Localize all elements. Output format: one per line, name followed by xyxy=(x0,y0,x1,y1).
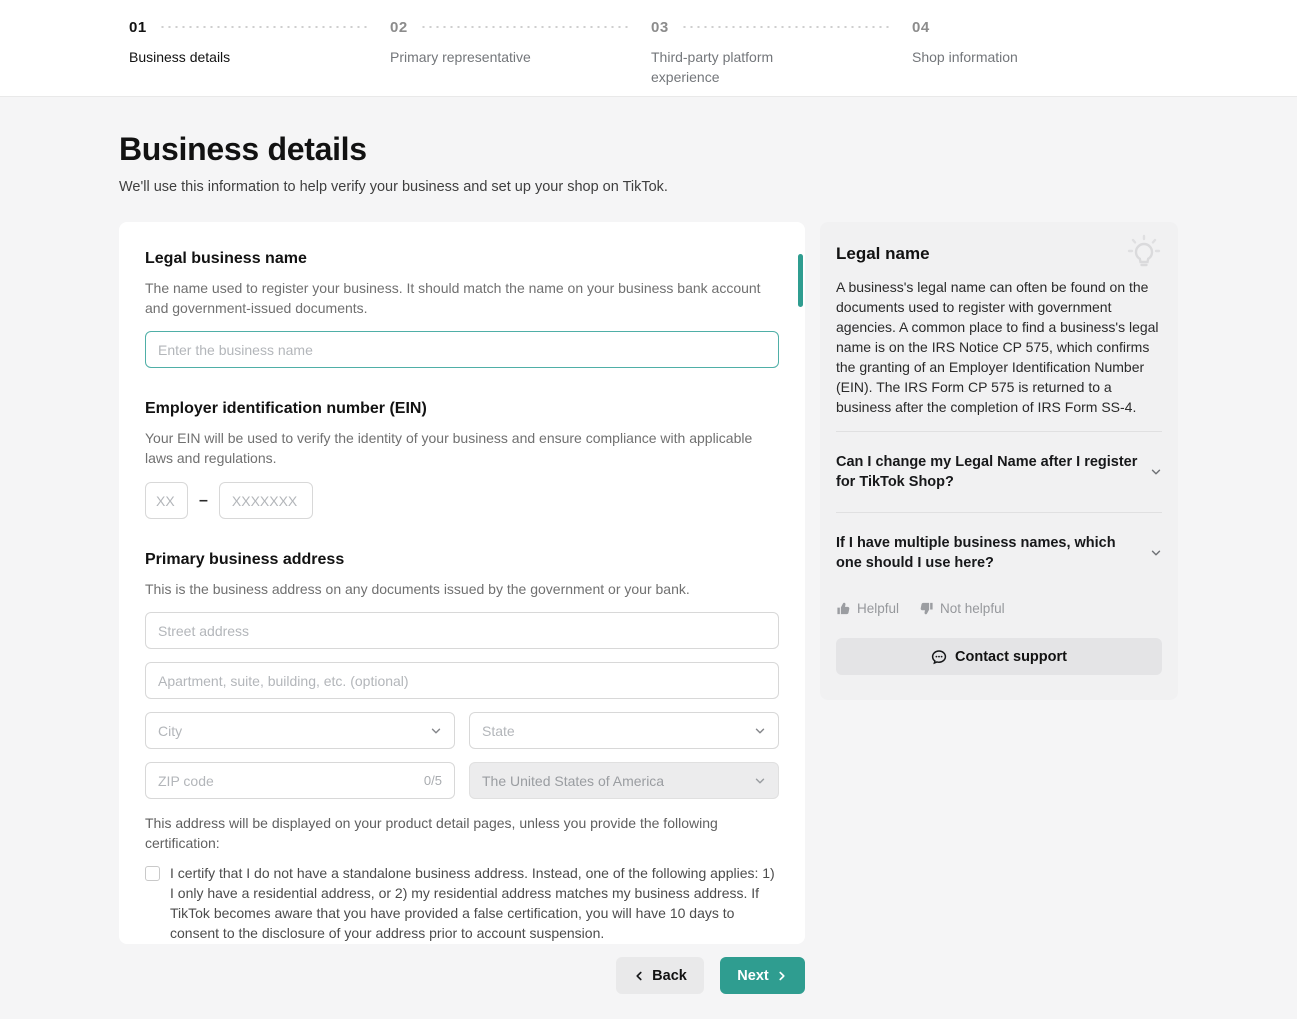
address-display-note: This address will be displayed on your product detail pages, unless you provide the following certification: xyxy=(145,815,718,851)
certification-text: I certify that I do not have a standalone business address. Instead, one of the following applies: 1) I only have a residential address, or 2) my residential address matches my business address. If TikTok becomes aware that you have provided a false certification, you will have 10 days to consent to the disclosure of your address prior to account suspension. xyxy=(170,865,775,941)
feedback-row xyxy=(836,601,1162,616)
ein-section xyxy=(145,398,779,519)
chevron-down-icon xyxy=(1150,466,1162,478)
faq-change-legal-name[interactable] xyxy=(836,446,1162,498)
chevron-down-icon xyxy=(754,775,766,787)
step-number: 04 xyxy=(912,18,930,36)
legal-business-name-label: Legal business name xyxy=(145,250,307,267)
country-select-value: The United States of America xyxy=(482,772,665,789)
help-panel-title: Legal name xyxy=(836,244,930,263)
next-button-label: Next xyxy=(737,967,769,984)
card-scrollbar-thumb[interactable] xyxy=(798,254,803,307)
faq-question: Can I change my Legal Name after I register for TikTok Shop? xyxy=(836,454,1138,490)
thumbs-up-icon xyxy=(836,601,851,616)
step-connector-dots xyxy=(420,26,629,28)
chevron-down-icon xyxy=(430,725,442,737)
step-label: Shop information xyxy=(912,49,1018,65)
state-select[interactable] xyxy=(469,712,779,749)
lightbulb-icon xyxy=(1122,232,1166,276)
step-label: Business details xyxy=(129,49,231,65)
certification-checkbox[interactable] xyxy=(145,866,160,881)
step-label: Third-party platform experience xyxy=(651,49,774,85)
step-label: Primary representative xyxy=(390,49,531,65)
not-helpful-label: Not helpful xyxy=(940,601,1005,616)
country-select xyxy=(469,762,779,799)
help-panel xyxy=(820,222,1178,700)
chevron-left-icon xyxy=(633,970,645,982)
business-details-form-card xyxy=(119,222,805,944)
divider xyxy=(836,512,1162,513)
ein-description: Your EIN will be used to verify the identity of your business and ensure compliance with applicable laws and regulations. xyxy=(145,430,753,466)
step-connector-dots xyxy=(681,26,890,28)
legal-business-name-input[interactable] xyxy=(145,331,779,368)
stepper xyxy=(129,16,1297,87)
divider xyxy=(836,431,1162,432)
legal-business-name-section xyxy=(145,248,779,368)
zip-char-counter: 0/5 xyxy=(423,773,442,788)
step-third-party-experience[interactable] xyxy=(651,16,912,87)
contact-support-label: Contact support xyxy=(955,648,1067,665)
step-connector-dots xyxy=(159,26,368,28)
step-primary-representative[interactable] xyxy=(390,16,651,87)
ein-prefix-input[interactable] xyxy=(145,482,188,519)
step-number: 03 xyxy=(651,18,669,36)
main-content xyxy=(0,97,1297,994)
step-number: 02 xyxy=(390,18,408,36)
ein-separator: – xyxy=(199,491,208,509)
back-button[interactable] xyxy=(616,957,704,994)
chevron-right-icon xyxy=(776,970,788,982)
helpful-button[interactable] xyxy=(836,601,899,616)
stepper-header xyxy=(0,0,1297,97)
step-number: 01 xyxy=(129,18,147,36)
step-shop-information[interactable] xyxy=(912,16,1173,87)
street-address-input[interactable] xyxy=(145,612,779,649)
step-business-details[interactable] xyxy=(129,16,390,87)
ein-suffix-input[interactable] xyxy=(219,482,313,519)
page-subtitle: We'll use this information to help verify your business and set up your shop on TikTok. xyxy=(119,179,668,195)
contact-support-button[interactable] xyxy=(836,638,1162,675)
address-label: Primary business address xyxy=(145,551,345,568)
helpful-label: Helpful xyxy=(857,601,900,616)
city-select-placeholder: City xyxy=(158,722,183,739)
chevron-down-icon xyxy=(1150,547,1162,559)
thumbs-down-icon xyxy=(919,601,934,616)
primary-business-address-section xyxy=(145,549,779,943)
legal-business-name-description: The name used to register your business. It should match the name on your business bank account and government-issued documents. xyxy=(145,280,761,316)
faq-multiple-business-names[interactable] xyxy=(836,527,1162,579)
ein-label: Employer identification number (EIN) xyxy=(145,400,427,417)
back-button-label: Back xyxy=(652,967,687,984)
help-panel-body: A business's legal name can often be found on the documents used to register with government agencies. A common place to find a business's legal name is on the IRS Notice CP 575, which confirms the granting of an Employer Identification Number (EIN). The IRS Form CP 575 is returned to a business after the completion of IRS Form SS-4. xyxy=(836,279,1159,415)
footer-actions xyxy=(119,957,805,994)
apartment-input[interactable] xyxy=(145,662,779,699)
chat-bubble-icon xyxy=(931,649,947,665)
page-title: Business details xyxy=(119,131,367,167)
next-button[interactable] xyxy=(720,957,805,994)
address-description: This is the business address on any documents issued by the government or your bank. xyxy=(145,581,690,597)
not-helpful-button[interactable] xyxy=(919,601,1005,616)
chevron-down-icon xyxy=(754,725,766,737)
state-select-placeholder: State xyxy=(482,722,515,739)
zip-code-placeholder: ZIP code xyxy=(158,772,214,789)
city-select[interactable] xyxy=(145,712,455,749)
faq-question: If I have multiple business names, which one should I use here? xyxy=(836,535,1116,571)
zip-code-input[interactable] xyxy=(145,762,455,799)
